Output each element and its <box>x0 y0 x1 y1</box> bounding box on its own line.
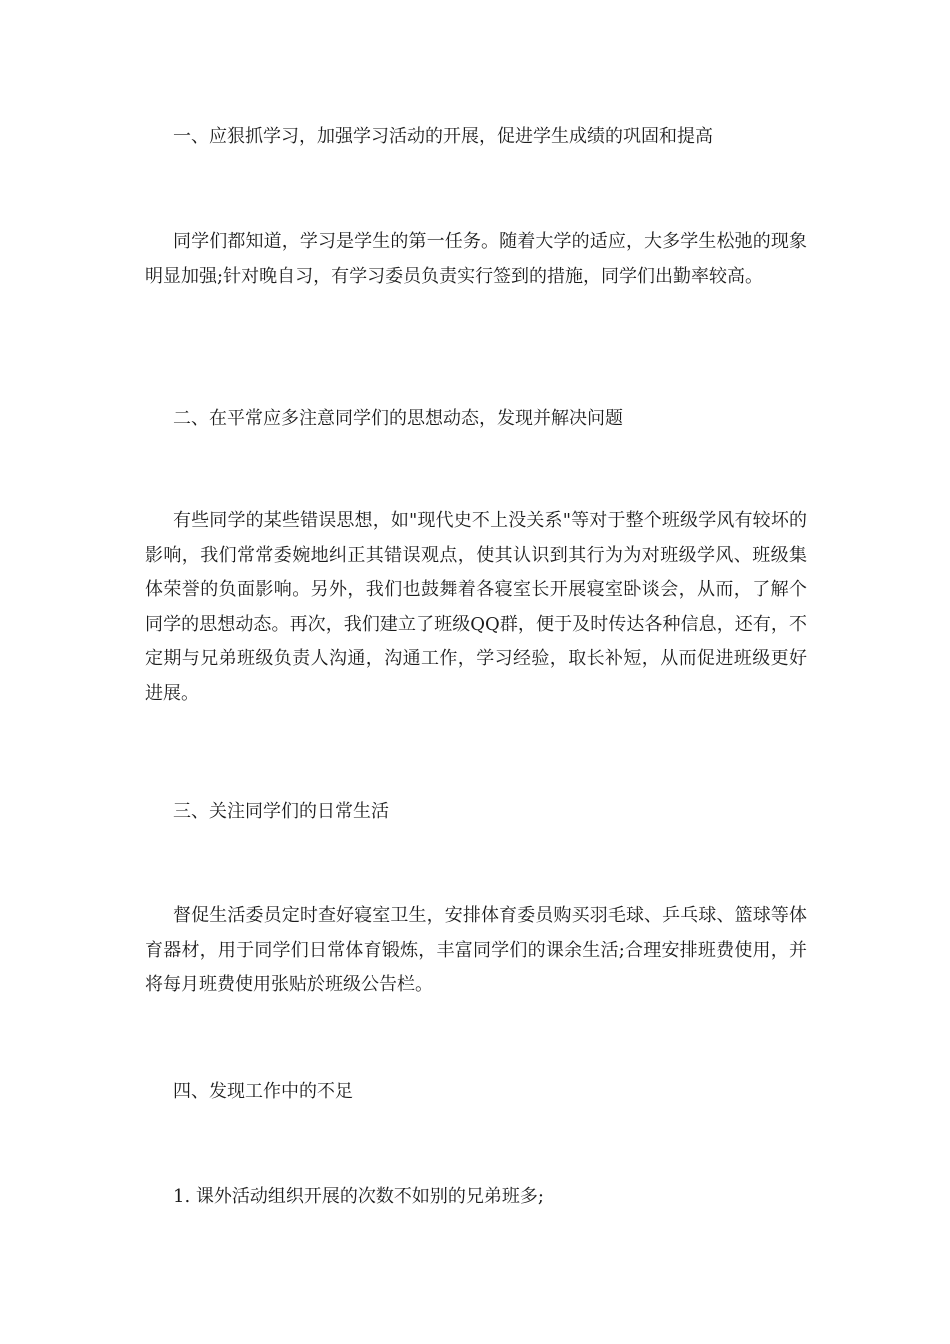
section-heading-4: 四、发现工作中的不足 <box>173 1081 353 1102</box>
section-paragraph-3: 督促生活委员定时查好寝室卫生，安排体育委员购买羽毛球、乒乓球、篮球等体育器材，用于同学们日常体育锻炼，丰富同学们的课余生活;合理安排班费使用，并将每月班费使用张贴於班级公告栏。 <box>145 905 807 995</box>
section-heading-3: 三、关注同学们的日常生活 <box>173 801 389 822</box>
section-paragraph-2: 有些同学的某些错误思想，如"现代史不上没关系"等对于整个班级学风有较坏的影响，我们常常委婉地纠正其错误观点，使其认识到其行为为对班级学风、班级集体荣誉的负面影响。另外，我们也鼓舞着各寝室长开展寝室卧谈会，从而，了解个同学的思想动态。再次，我们建立了班级QQ群，便于及时传达各种信息，还有，不定期与兄弟班级负责人沟通，沟通工作，学习经验，取长补短，从而促进班级更好进展。 <box>145 510 807 704</box>
list-item: 1. 课外活动组织开展的次数不如别的兄弟班多; <box>173 1186 544 1207</box>
section-heading-2: 二、在平常应多注意同学们的思想动态，发现并解决问题 <box>173 408 623 429</box>
section-heading-1: 一、应狠抓学习，加强学习活动的开展，促进学生成绩的巩固和提高 <box>173 126 713 147</box>
section-paragraph-1: 同学们都知道，学习是学生的第一任务。随着大学的适应，大多学生松弛的现象明显加强;针对晚自习，有学习委员负责实行签到的措施，同学们出勤率较高。 <box>145 231 807 287</box>
